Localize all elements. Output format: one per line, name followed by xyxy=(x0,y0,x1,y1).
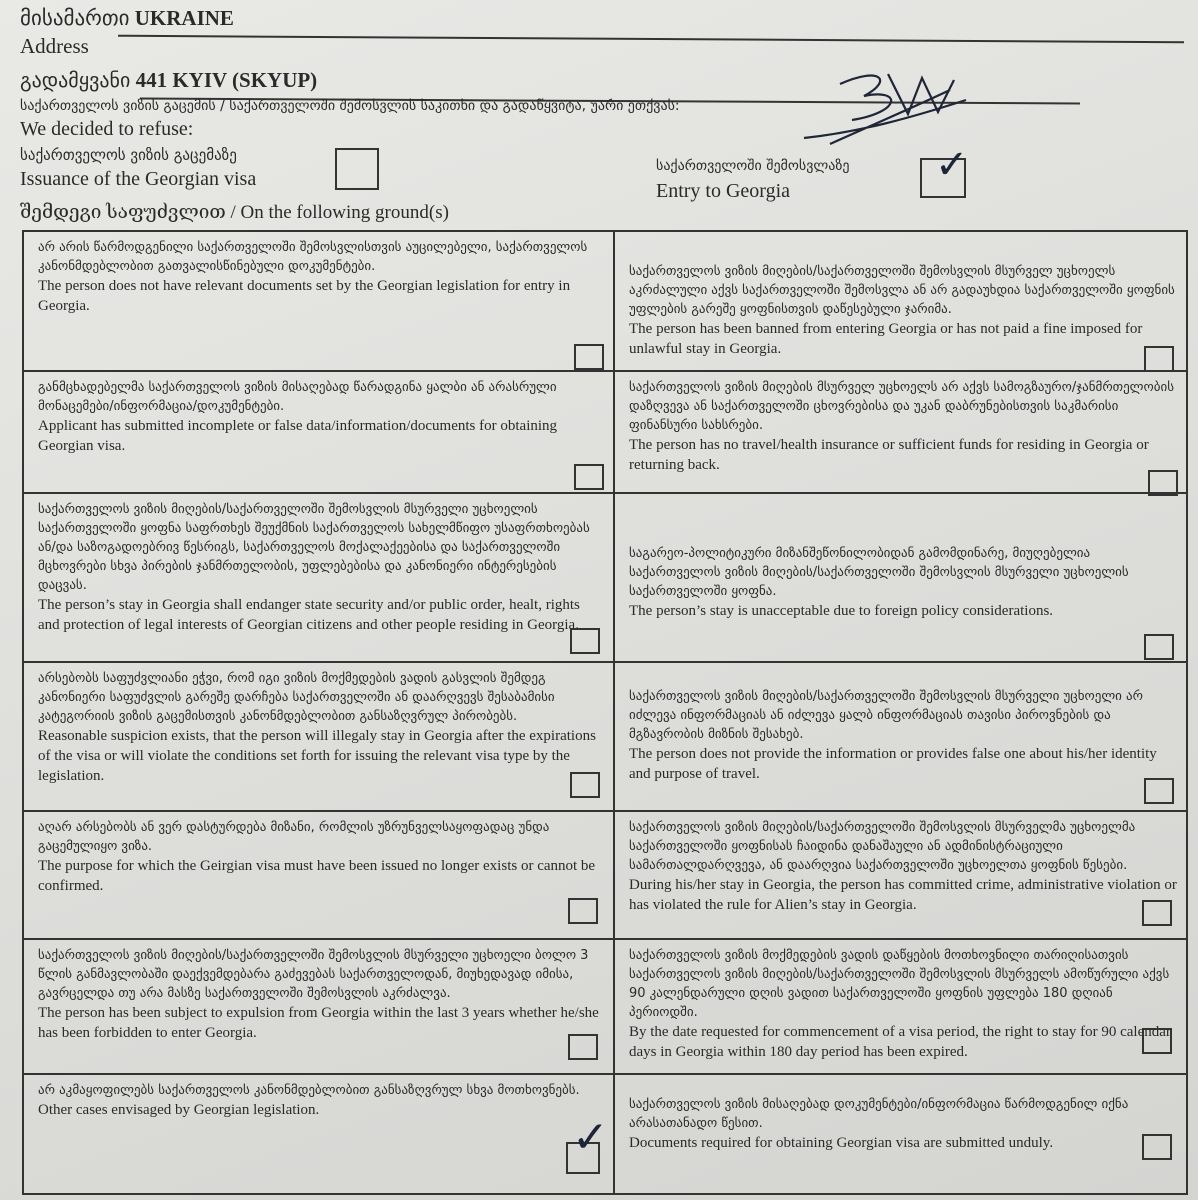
refuse-label-ka: საქართველოს ვიზის გაცემის / საქართველოში შემოსვლის საკითხი და გადაწყვიტა, უარი ეთქვას: xyxy=(20,98,680,114)
grounds-title: შემდეგი საფუძვლით / On the following ground(s) xyxy=(20,202,449,223)
visa-label-ka: საქართველოს ვიზის გაცემაზე xyxy=(20,146,237,164)
ground-cell: საქართველოს ვიზის მიღების/საქართველოში შემოსვლის მსურველმა უცხოელმა საქართველოში ყოფნისას ჩაიდინა დანაშაული ან ადმინისტრაციული სამართალდარღვევა, ან დაარღვია საქართველოში უცხოელთა ყოფნის წესები. During his/her stay in Georgia, the person has committed crime, administrative violation or has violated the rule for Alien’s stay in Georgia. xyxy=(629,820,1177,913)
entry-label-ka: საქართველოში შემოსვლაზე xyxy=(656,158,850,174)
ground-checkbox[interactable] xyxy=(1142,900,1172,926)
flight-row xyxy=(20,68,317,93)
flight-value: 441 KYIV (SKYUP) xyxy=(135,68,318,92)
ground-cell: საქართველოს ვიზის მისაღებად დოკუმენტები/ინფორმაცია წარმოდგენილ იქნა არასათანადო წესით. Documents required for obtaining Georgian visa are submitted unduly. xyxy=(629,1097,1129,1151)
ground-checkbox[interactable] xyxy=(1148,470,1178,496)
ground-cell: საქართველოს ვიზის მოქმედების ვადის დაწყების მოთხოვნილი თარიღისათვის საქართველოს ვიზის მიღების/საქართველოში შემოსვლის მსურველს ამოწურული აქვს 90 კალენდარული დღის ვადით საქართველოში ყოფნის უფლება 180 დღიან პერიოდში. By the date requested for commencement of a visa period, the right to stay for 90 calendar days in Georgia within 180 day period has been expired. xyxy=(629,948,1171,1060)
ground-checkbox[interactable] xyxy=(570,772,600,798)
flight-label-ka: გადამყვანი xyxy=(20,68,131,92)
ground-cell: საქართველოს ვიზის მიღების/საქართველოში შემოსვლის მსურველი უცხოელის საქართველოში ყოფნა საფრთხეს შეუქმნის საქართველოს სახელმწიფო უსაფრთხოებას ან/და საზოგადოებრივ წესრიგს, საქართველოს მოქალაქეებისა და საქართველოში მცხოვრები სხვა პირების ჯანმრთელობის, უფლებებისა და კანონიერი ინტერესების დაცვას. The person’s stay in Georgia shall endanger state security and/or public order, healt, rights and protection of legal interests of Georgian citizens and other people residing in Georgia. xyxy=(38,502,590,633)
signature xyxy=(790,62,970,152)
refuse-label-en: We decided to refuse: xyxy=(20,118,194,140)
ground-checkbox[interactable] xyxy=(1144,634,1174,660)
ground-cell: არ აკმაყოფილებს საქართველოს კანონმდებლობით განსაზღვრულ სხვა მოთხოვნებს. Other cases envisaged by Georgian legislation. xyxy=(38,1083,580,1118)
ground-cell: საგარეო-პოლიტიკური მიზანშეწონილობიდან გამომდინარე, მიუღებელია საქართველოს ვიზის მიღების/საქართველოში შემოსვლის მსურველი უცხოელის საქართველოში ყოფნა. The person’s stay is unacceptable due to foreign policy considerations. xyxy=(629,546,1129,619)
address-value: UKRAINE xyxy=(134,6,234,30)
address-underline xyxy=(118,35,1184,44)
visa-label-en: Issuance of the Georgian visa xyxy=(20,168,257,190)
ground-checkbox[interactable] xyxy=(574,344,604,370)
ground-cell: განმცხადებელმა საქართველოს ვიზის მისაღებად წარადგინა ყალბი ან არასრული მონაცემები/ინფორმაცია/დოკუმენტები. Applicant has submitted incomplete or false data/information/documents for obtaining Georgian visa. xyxy=(38,380,558,454)
ground-checkbox[interactable] xyxy=(1142,1028,1172,1054)
ground-cell: საქართველოს ვიზის მიღების/საქართველოში შემოსვლის მსურველი უცხოელი არ იძლევა ინფორმაციას ან იძლევა ყალბ ინფორმაციას თავისი პიროვნების და მგზავრობის მიზნის შესახებ. The person does not provide the information or provides false one about his/her identity and purpose of travel. xyxy=(629,689,1157,782)
ground-checkbox[interactable] xyxy=(1144,778,1174,804)
ground-cell: არ არის წარმოდგენილი საქართველოში შემოსვლისთვის აუცილებელი, საქართველოს კანონმდებლობით გათვალისწინებული დოკუმენტები. The person does not have relevant documents set by the Georgian legislation for entry in Georgia. xyxy=(38,240,588,314)
ground-checkbox[interactable] xyxy=(1142,1134,1172,1160)
ground-cell: არსებობს საფუძვლიანი ეჭვი, რომ იგი ვიზის მოქმედების ვადის გასვლის შემდეგ კანონიერი საფუძვლის გარეშე დარჩება საქართველოში ან დაარღვევს შესაბამისი კატეგორიის ვიზის გაცემისთვის კანონმდებლობით განსაზღვრულ პირობებს. Reasonable suspicion exists, that the person will illegaly stay in Georgia after the expirations of the visa or will violate the conditions set forth for issuing the relevant visa type by the legislation. xyxy=(38,671,596,784)
ground-cell: საქართველოს ვიზის მიღების/საქართველოში შემოსვლის მსურველი უცხოელი ბოლო 3 წლის განმავლობაში დაექვემდებარა გაძევებას საქართველოდან, მიუხედავად იმისა, გავრცელდა თუ არა მასზე საქართველოში შემოსვლის აკრძალვა. The person has been subject to expulsion from Georgia within the last 3 years whether he/she has been forbidden to enter Georgia. xyxy=(38,948,599,1041)
ground-cell: აღარ არსებობს ან ვერ დასტურდება მიზანი, რომლის უზრუნველსაყოფადაც უნდა გაცემულიყო ვიზა. The purpose for which the Geirgian visa must have been issued no longer exists or cannot be confirmed. xyxy=(38,820,596,894)
ground-checkmark-icon: ✓ xyxy=(572,1112,609,1163)
grounds-grid xyxy=(22,230,1188,1195)
visa-checkbox[interactable] xyxy=(335,148,379,190)
ground-checkbox[interactable] xyxy=(1144,346,1174,372)
ground-checkbox[interactable] xyxy=(568,898,598,924)
ground-checkbox[interactable] xyxy=(574,464,604,490)
address-label-ka: მისამართი xyxy=(20,6,130,30)
entry-label-en: Entry to Georgia xyxy=(656,180,791,202)
address-label-en: Address xyxy=(20,34,89,58)
address-row xyxy=(20,6,234,31)
entry-checkmark-icon: ✓ xyxy=(935,142,969,188)
ground-cell: საქართველოს ვიზის მიღების/საქართველოში შემოსვლის მსურველ უცხოელს აკრძალული აქვს საქართველოში შემოსვლა ან არ გადაუხდია საქართველოში ყოფნის უფლების გარეშე ყოფნისთვის დაწესებული ჯარიმა. The person has been banned from entering Georgia or has not paid a fine imposed for unlawful stay in Georgia. xyxy=(629,264,1175,357)
ground-checkbox[interactable] xyxy=(568,1034,598,1060)
ground-cell: საქართველოს ვიზის მიღების მსურველ უცხოელს არ აქვს სამოგზაურო/ჯანმრთელობის დაზღვევა ან საქართველოში ცხოვრებისა და უკან დაბრუნებისთვის საკმარისი ფინანსური სახსრები. The person has no travel/health insurance or sufficient funds for residing in Georgia or returning back. xyxy=(629,380,1174,473)
ground-checkbox[interactable] xyxy=(570,628,600,654)
